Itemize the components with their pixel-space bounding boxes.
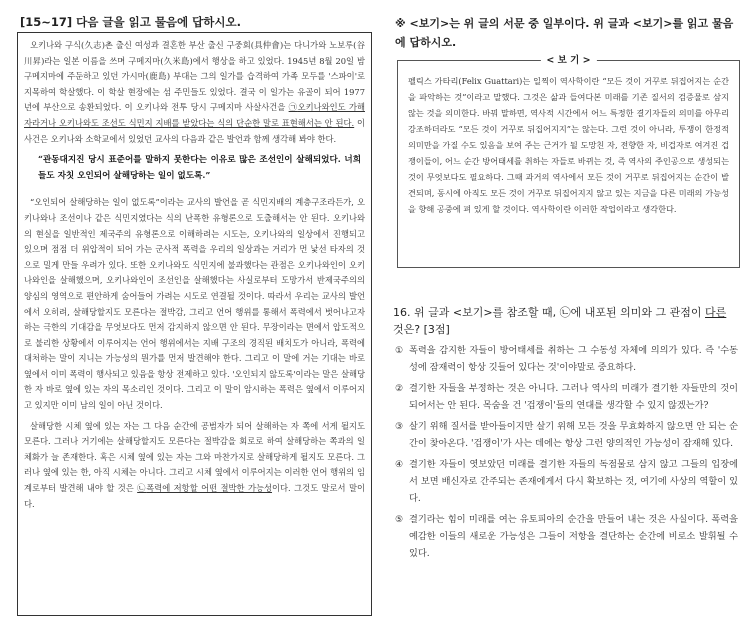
choice-number: ④ (395, 459, 404, 470)
bogi-text: 펠릭스 가타리(Felix Guattari)는 일찍이 역사학이란 “모든 것이 거꾸로 뒤집어지는 순간을 파악하는 것”이라고 말했다. 그것은 삶과 들여다본 미래를 기존 질서의 검증물로 삼지 않는 것을 의미한다. 바꿔 말하면, 역사적 시간에서 어느 특정한 결기자들의 의미를 아무리 강조하더라도 “모든 것이 거꾸로 뒤집어지지”는 않는다. 그런 것이 아니라, 투쟁이 한정적 의미만을 가질 수도 있음을 보여 주는 근거가 될 도망친 자, 전향한 자, 비겁자로 여겨진 겁쟁이들이, 어느 순간 방어태세를 취하는 자들로 바뀌는 것, 즉 역사의 주인공으로 생성되는 것이 무엇보다도 필요하다. 그때 과거의 역사에서 모든 것이 거꾸로 뒤집어지는 순간이 발견되며, 동시에 아직도 모든 것이 거꾸로 뒤집어지지 않고 있는 지금을 다른 미래의 가능성을 향해 공중에 펴 있게 할 것이다. 역사학이란 이러한 작업이라고 생각한다. (408, 76, 729, 214)
choice-1[interactable] (395, 342, 738, 376)
choice-text: 결기한 자들이 엿보았던 미래를 결기한 자들의 독점물로 삼지 않고 그들의 입장에서 보면 배신자로 간주되는 존재에게서 다시 확보하는 것, 여기에 사상의 역할이 있다. (409, 459, 738, 504)
bogi-instruction: ※ <보기>는 위 글의 서문 중 일부이다. 위 글과 <보기>를 읽고 물음에 답하시오. (395, 17, 734, 49)
passage-p3-text-a: 살해당한 시체 옆에 있는 자는 그 다음 순간에 공범자가 되어 살해하는 자 쪽에 서게 될지도 모른다. 그러나 거기에는 살해당할지도 모른다는 절박감을 회로로 하여 살해당하는 쪽과의 일체화가 늘 존재한다. 혹은 시체 옆에 있는 자는 그와 마찬가지로 살해당하게 될지도 모른다. 그러나 옆에 있는 한, 아직 시체는 아니다. 그리고 시체 옆에서 이루어지는 이러한 언어 행위의 임계로부터 발견해 내야 할 것은 (24, 420, 365, 494)
choice-text: 살기 위해 질서를 받아들이지만 살기 위해 모든 것을 무효화하지 않으면 안 되는 순간이 찾아온다. '겁쟁이'가 사는 데에는 항상 그런 양의적인 가능성이 잠재해 있다. (409, 421, 738, 449)
passage-p1-text-a: 오키나와 구식(久志)촌 출신 여성과 결혼한 부산 출신 구중회(具仲會)는 다니가와 노보루(谷川昇)라는 일본 이름을 쓰며 구메지마(久米島)에서 행상을 하고 있었다. 1945년 8월 20일 밤 구메지마에 주둔하고 있던 가시마(鹿島) 부대는 그의 일가를 습격하여 가족 모두를 '스파이'로 지목하여 학살했다. 이 학살 현장에는 섬 주민들도 있었다. 결국 이 일가는 유골이 되어 1977년에 부산으로 송환되었다. 이 오키나와 전투 당시 구메지마 사살사건을 (24, 40, 365, 113)
choice-5[interactable] (395, 511, 738, 562)
passage-p3-text-b: 이다. 그것도 말로서 말이다. (24, 483, 365, 509)
choice-number: ② (395, 383, 404, 394)
passage-paragraph-1 (18, 33, 371, 147)
underlined-passage-a: 오키나와인도 가해자라거나 오키나와도 조선도 식민지 지배를 받았다는 식의 단순한 말로 표현해서는 안 된다. (24, 102, 365, 128)
choice-2[interactable] (395, 380, 738, 414)
underline-marker-a: ㉠ (288, 102, 298, 113)
bogi-title: < 보 기 > (540, 53, 596, 69)
choice-3[interactable] (395, 418, 738, 452)
underline-marker-b: ㉡ (137, 483, 147, 494)
choice-text: 결기라는 힘이 미래를 여는 유토피아의 순간을 만들어 내는 것은 사실이다. 폭력을 예감한 이들의 새로운 가능성은 그들이 저항을 결단하는 순간에 비로소 발휘될 수 있다. (409, 514, 738, 559)
passage-box (17, 32, 372, 616)
answer-choices (395, 342, 738, 566)
passage-p1-text-b: 이 사건은 오키나와 소학교에서 있었던 교사의 다음과 같은 발언과 함께 생각해 봐야 한다. (24, 117, 366, 144)
question-16-stem (393, 304, 738, 338)
question-group-header: [15~17] 다음 글을 읽고 물음에 답하시오. (20, 14, 370, 33)
passage-paragraph-3 (18, 414, 371, 513)
choice-number: ③ (395, 421, 404, 432)
underlined-passage-b: 폭력에 저항할 어떤 절박한 가능성 (146, 483, 273, 494)
choice-number: ① (395, 345, 404, 356)
passage-paragraph-2: “오인되어 살해당하는 일이 없도록”이라는 교사의 발언을 곧 식민지배의 계층구조라든가, 오키나와나 조선이나 같은 식민지였다는 식의 난폭한 유형론으로 도출해서는 안 된다. 오키나와의 현실을 일반적인 제국주의 유형론으로 이해하려는 시도는, 오키나와의 일상에서 진행되고 있으며 점점 더 위압적이 되어 가는 군사적 폭력을 우리의 일상과는 거리가 먼 낯선 타자의 것으로 밀게 만들 우려가 있다. 또한 오키나와도 식민지에 불과했다는 관점은 오키나와인이 오키나와인을 살해했으며, 오키나와인이 조선인을 살해했다는 사실로부터 도망가서 반제국주의의 양심의 영역으로 편안하게 숨어들어 가려는 시도로 연결될 것이다. 따라서 우리는 교사의 발언에서 오히려, 살해당할지도 모른다는 절박감, 그리고 언어 행위를 통해서 폭력에서 벗어나고자 하는 극한의 기대감을 무엇보다도 먼저 감지하지 않으면 안 된다. 무장이라는 면에서 압도적으로 불리한 상황에서 이루어지는 언어 행위에서는 지배 구조의 경직된 배치도가 아니라, 폭력에 대처하는 말이 지니는 가능성의 뭔가를 먼저 발견해야 한다. 그리고 이 말에 거는 기대는 바로 옆에서 이미 폭력이 행사되고 있음을 항상 전제하고 있다. '오인되지 않도록'이라는 말은 살해당한 자 바로 옆에 있는 자의 목소리인 것이다. 그리고 이 말이 암시하는 폭력은 옆에서 이루어지고 있지만 이미 남의 일이 아닌 것이다. (24, 197, 365, 411)
teacher-quote: “관동대지진 당시 표준어를 말하지 못한다는 이유로 많은 조선인이 살해되었다. 너희들도 자칫 오인되어 살해당하는 일이 없도록.” (38, 155, 361, 181)
choice-text: 폭력을 감지한 자들이 방어태세를 취하는 그 수동성 자체에 의의가 있다. 즉 '수동성에 잠재력이 항상 깃들어 있다는 것'이야말로 중요하다. (409, 345, 738, 373)
choice-text: 결기한 자들을 부정하는 것은 아니다. 그러나 역사의 미래가 결기한 자들만의 것이 되어서는 안 된다. 목숨을 건 '겁쟁이'들의 연대를 생각할 수 있지 않겠는가? (409, 383, 738, 411)
q16-underlined-word: 다른 (705, 306, 727, 319)
bogi-box (397, 55, 740, 268)
q16-suffix: 것은? [3점] (393, 323, 450, 336)
q16-prefix: 16. 위 글과 <보기>를 참조할 때, ㉡에 내포된 의미와 그 관점이 (393, 306, 706, 319)
choice-number: ⑤ (395, 514, 404, 525)
choice-4[interactable] (395, 456, 738, 507)
